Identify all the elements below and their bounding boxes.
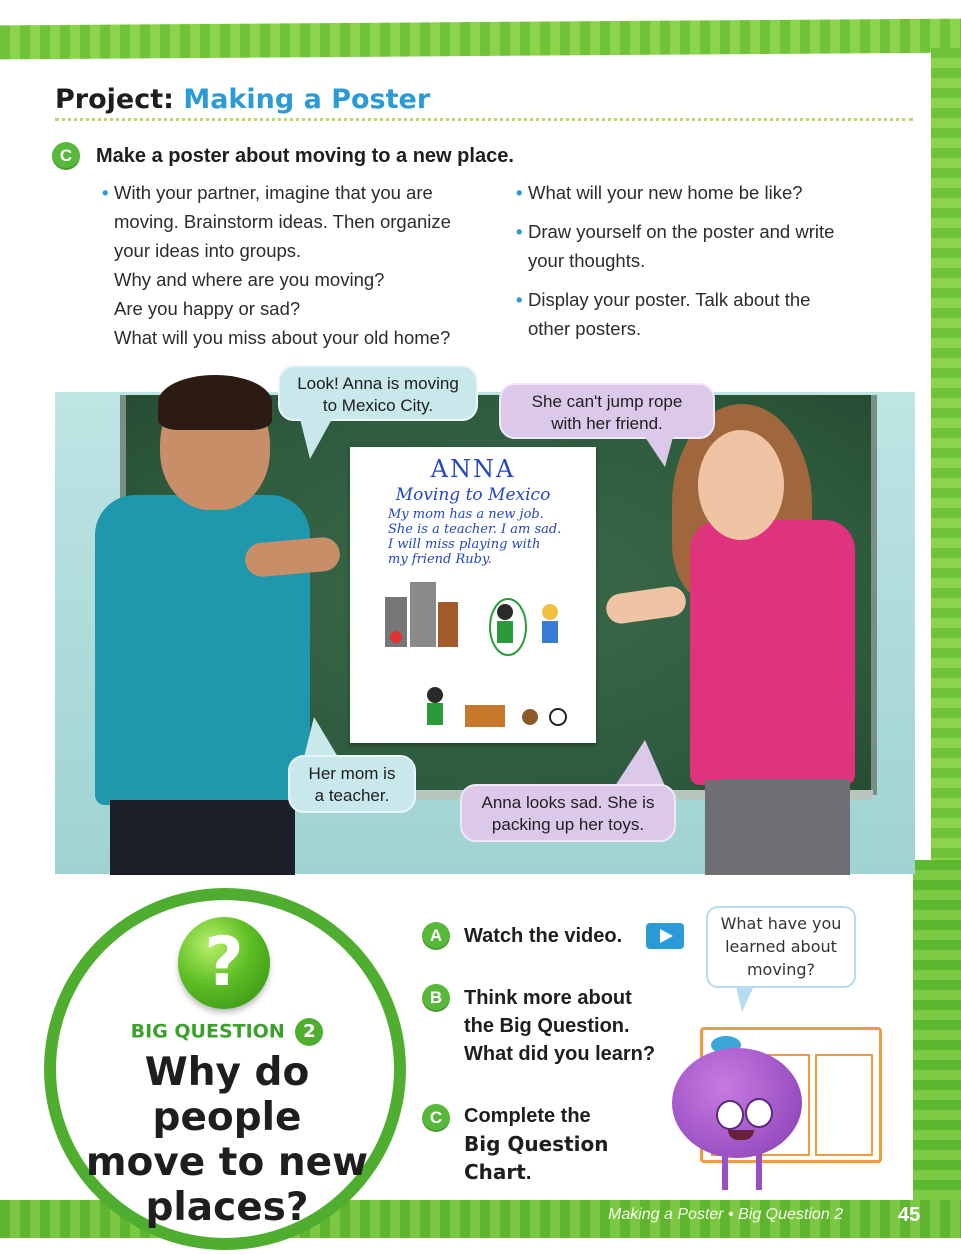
step-a-text: Watch the video. bbox=[464, 925, 623, 947]
step-line: Complete the bbox=[464, 1105, 591, 1127]
bullets-right bbox=[516, 178, 896, 343]
mascot-legs-icon bbox=[722, 1150, 762, 1190]
bullet-line: Draw yourself on the poster and write bbox=[528, 221, 835, 242]
poster-line: my friend Ruby. bbox=[388, 552, 492, 567]
speech-bubble bbox=[499, 383, 715, 439]
step-a-badge: A bbox=[422, 922, 450, 950]
bullet-item bbox=[516, 178, 896, 207]
thought-line: moving? bbox=[746, 960, 816, 979]
page-title bbox=[55, 84, 430, 115]
boy-pants bbox=[110, 800, 295, 875]
poster-line: My mom has a new job. bbox=[388, 507, 544, 522]
step-line: What did you learn? bbox=[464, 1043, 656, 1065]
bubble-line: Look! Anna is moving bbox=[297, 374, 459, 393]
bullet-line: With your partner, imagine that you are bbox=[114, 182, 433, 203]
title-underline bbox=[55, 118, 913, 121]
step-line-bold: Big Question bbox=[464, 1132, 609, 1156]
bullet-item bbox=[102, 178, 492, 352]
thought-tail bbox=[736, 986, 754, 1012]
question-line: Why and where are you moving? bbox=[114, 269, 385, 290]
right-stripe-lower bbox=[913, 860, 961, 1200]
bubble-tail bbox=[615, 740, 665, 786]
bullet-line: Display your poster. Talk about the bbox=[528, 289, 811, 310]
thought-bubble bbox=[706, 906, 856, 988]
bubble-tail bbox=[300, 419, 332, 459]
bullet-dot-icon: • bbox=[516, 221, 523, 242]
bullet-dot-icon: • bbox=[516, 289, 523, 310]
bubble-tail bbox=[304, 717, 338, 757]
bullet-dot-icon: • bbox=[102, 182, 109, 203]
big-question-line: Why do people bbox=[144, 1050, 310, 1140]
girl-pants bbox=[705, 780, 850, 875]
big-question-line: places? bbox=[145, 1185, 309, 1230]
thought-line: learned about bbox=[725, 937, 837, 956]
bubble-tail bbox=[645, 437, 673, 467]
speech-bubble bbox=[278, 365, 478, 421]
poster-title: ANNA bbox=[430, 455, 516, 483]
project-title: Making a Poster bbox=[183, 84, 431, 115]
anna-poster bbox=[350, 447, 596, 743]
step-line-bold: Chart bbox=[464, 1160, 526, 1184]
footer-text: Making a Poster • Big Question 2 bbox=[608, 1206, 844, 1223]
bullet-line: other posters. bbox=[528, 318, 642, 339]
bubble-line: packing up her toys. bbox=[491, 815, 645, 834]
mascot-eye-icon bbox=[716, 1100, 744, 1130]
bubble-line: to Mexico City. bbox=[322, 396, 434, 415]
poster-line: She is a teacher. I am sad. bbox=[388, 522, 562, 537]
bullet-line: What will your new home be like? bbox=[528, 182, 803, 203]
big-question-label-text: BIG QUESTION bbox=[130, 1020, 285, 1043]
bullet-item bbox=[516, 285, 896, 343]
question-line: What will you miss about your old home? bbox=[114, 327, 451, 348]
project-label: Project: bbox=[55, 84, 184, 115]
question-mark-icon: ? bbox=[178, 917, 270, 1009]
page-number: 45 bbox=[898, 1204, 921, 1226]
big-question-line: move to new bbox=[85, 1140, 369, 1185]
bullet-line: your thoughts. bbox=[528, 250, 646, 271]
poster-text bbox=[388, 507, 588, 567]
bubble-line: with her friend. bbox=[551, 414, 663, 433]
top-stripe bbox=[0, 19, 961, 60]
play-video-icon[interactable] bbox=[646, 923, 684, 949]
step-line: the Big Question. bbox=[464, 1015, 630, 1037]
big-question-text bbox=[72, 1050, 382, 1230]
bullets-left bbox=[102, 178, 492, 352]
thought-line: What have you bbox=[720, 914, 842, 933]
bullet-dot-icon: • bbox=[516, 182, 523, 203]
instruction-text: Make a poster about moving to a new place. bbox=[96, 145, 514, 167]
bubble-line: She can't jump rope bbox=[531, 392, 683, 411]
mascot-eye-icon bbox=[745, 1098, 773, 1128]
step-line: Think more about bbox=[464, 987, 632, 1009]
bullet-item bbox=[516, 217, 896, 275]
boy-hair bbox=[158, 375, 272, 430]
bubble-line: a teacher. bbox=[314, 786, 390, 805]
step-c-text bbox=[464, 1102, 664, 1187]
bubble-line: Anna looks sad. She is bbox=[481, 793, 655, 812]
bullet-line: moving. Brainstorm ideas. Then organize bbox=[114, 211, 451, 232]
right-stripe bbox=[931, 48, 961, 863]
question-line: Are you happy or sad? bbox=[114, 298, 301, 319]
step-c-badge: C bbox=[422, 1104, 450, 1132]
instruction-badge: C bbox=[52, 142, 80, 170]
step-b-text bbox=[464, 984, 684, 1068]
speech-bubble bbox=[288, 755, 416, 813]
step-b-badge: B bbox=[422, 984, 450, 1012]
chart-panel bbox=[815, 1054, 873, 1156]
poster-subtitle: Moving to Mexico bbox=[395, 485, 551, 505]
poster-drawing bbox=[380, 577, 570, 737]
bullet-line: your ideas into groups. bbox=[114, 240, 302, 261]
speech-bubble bbox=[460, 784, 676, 842]
girl-face bbox=[698, 430, 784, 540]
poster-line: I will miss playing with bbox=[388, 537, 541, 552]
big-question-number: 2 bbox=[295, 1018, 323, 1046]
step-period: . bbox=[525, 1162, 532, 1184]
girl-jacket bbox=[690, 520, 855, 785]
big-question-label bbox=[102, 1018, 352, 1046]
bubble-line: Her mom is bbox=[308, 764, 396, 783]
